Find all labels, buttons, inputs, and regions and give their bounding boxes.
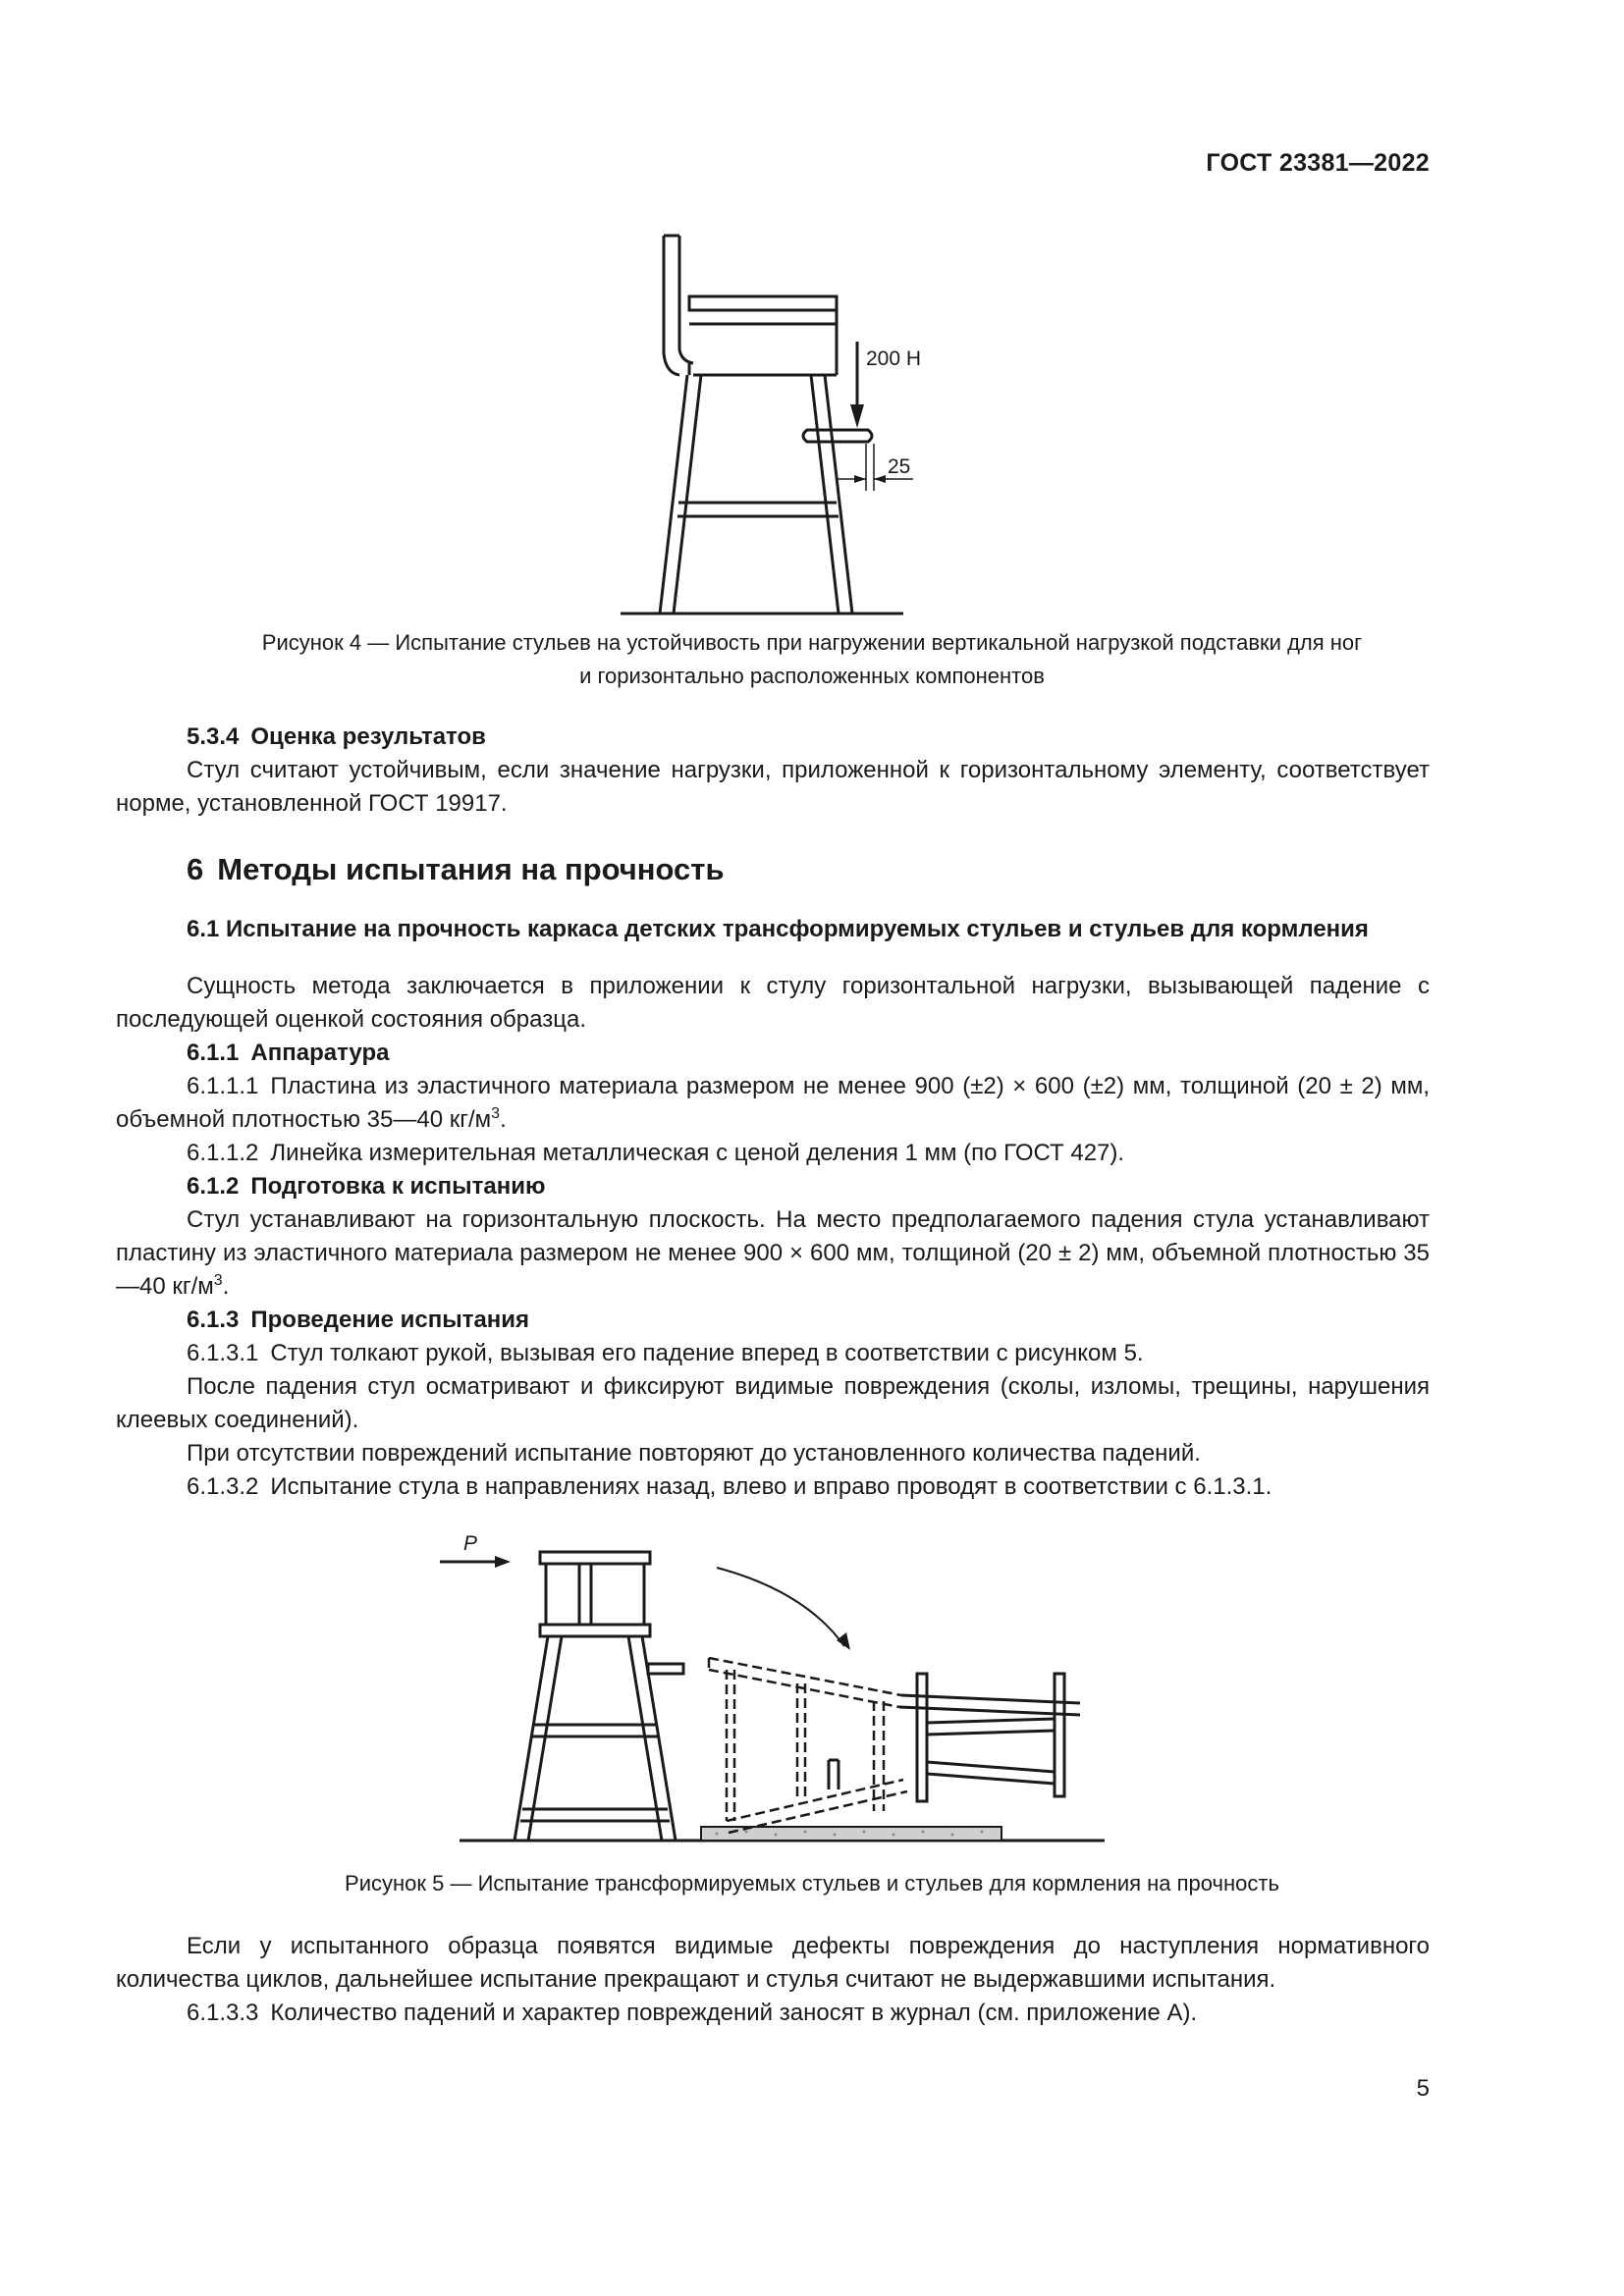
section-6-1-heading: 6.1 Испытание на прочность каркаса детских трансформируемых стульев и стульев для кормления xyxy=(187,916,1369,942)
figure-5-caption: Рисунок 5 — Испытание трансформируемых стульев и стульев для кормления на прочность xyxy=(345,1871,1279,1896)
figure-4-caption-line-1: Рисунок 4 — Испытание стульев на устойчивость при нагружении вертикальной нагрузкой подставки для ног xyxy=(261,630,1363,655)
section-title: Методы испытания на прочность xyxy=(217,852,725,886)
section-number: 6 xyxy=(187,852,204,886)
item-text: Стул толкают рукой, вызывая его падение вперед в соответствии с рисунком 5. xyxy=(270,1340,1144,1366)
item-6-1-1-2 xyxy=(116,1137,1430,1170)
section-6-1-2-text xyxy=(116,1203,1430,1304)
section-5-3-4-heading xyxy=(116,721,1430,754)
defects-paragraph: Если у испытанного образца появятся видимые дефекты повреждения до наступления нормативного количества циклов, дальнейшее испытание прекращают и стулья считают не выдержавшими испытания. xyxy=(116,1933,1430,1993)
section-title: Проведение испытания xyxy=(250,1307,530,1333)
item-text: Испытание стула в направлениях назад, влево и вправо проводят в соответствии с 6.1.3.1. xyxy=(270,1473,1272,1500)
section-6-1-1-heading xyxy=(116,1037,1430,1070)
section-number: 5.3.4 xyxy=(187,723,240,750)
item-text: Количество падений и характер повреждений заносят в журнал (см. приложение А). xyxy=(270,2000,1198,2026)
figure-5-drawing xyxy=(432,1526,1119,1850)
section-title: Подготовка к испытанию xyxy=(250,1173,546,1200)
paragraph-text: Стул устанавливают на горизонтальную плоскость. На место предполагаемого падения стула устанавливают пластину из эластичного материала размером не менее 900 × 600 мм, толщиной (20 ± 2) мм, объемной плотностью 35—40 кг/м xyxy=(116,1206,1430,1300)
section-5-3-4 xyxy=(116,721,1430,821)
item-end: . xyxy=(500,1106,507,1133)
item-6-1-1-1 xyxy=(116,1070,1430,1137)
superscript: 3 xyxy=(491,1105,501,1122)
item-number: 6.1.1.1 xyxy=(187,1073,259,1099)
superscript: 3 xyxy=(213,1272,223,1289)
section-6-1-2-heading xyxy=(116,1170,1430,1203)
item-number: 6.1.3.2 xyxy=(187,1473,259,1500)
section-after-figure-5 xyxy=(116,1930,1430,2030)
figure-4-caption xyxy=(116,626,1508,693)
figure-4-caption-line-2: и горизонтально расположенных компонентов xyxy=(579,664,1045,688)
figure-4-drawing xyxy=(609,226,933,618)
section-6-1-3-paragraph-2: После падения стул осматривают и фиксируют видимые повреждения (сколы, изломы, трещины, нарушения клеевых соединений). xyxy=(116,1373,1430,1433)
item-number: 6.1.3.1 xyxy=(187,1340,259,1366)
figure-4-force-label: 200 Н xyxy=(866,347,922,370)
item-text: Пластина из эластичного материала размером не менее 900 (±2) × 600 (±2) мм, толщиной (20 ± 2) мм, объемной плотностью 35—40 кг/м xyxy=(116,1073,1430,1133)
section-number: 6.1.3 xyxy=(187,1307,240,1333)
document-header: ГОСТ 23381—2022 xyxy=(1206,149,1430,177)
item-number: 6.1.1.2 xyxy=(187,1140,259,1166)
section-6-1-intro: Сущность метода заключается в приложении к стулу горизонтальной нагрузки, вызывающей падение с последующей оценкой состояния образца. xyxy=(116,973,1430,1033)
item-6-1-3-3 xyxy=(116,1997,1430,2030)
section-6-1 xyxy=(116,913,1430,1504)
item-6-1-3-1 xyxy=(116,1337,1430,1370)
section-6-1-3-paragraph-3: При отсутствии повреждений испытание повторяют до установленного количества падений. xyxy=(187,1440,1201,1467)
section-6-heading xyxy=(187,852,725,887)
figure-4-dim-label: 25 xyxy=(888,455,911,478)
section-number: 6.1.1 xyxy=(187,1040,240,1066)
figure-5-force-label: P xyxy=(463,1532,478,1555)
section-6-1-3-heading xyxy=(116,1304,1430,1337)
section-number: 6.1.2 xyxy=(187,1173,240,1200)
paragraph-end: . xyxy=(222,1273,230,1300)
item-number: 6.1.3.3 xyxy=(187,2000,259,2026)
item-text: Линейка измерительная металлическая с ценой деления 1 мм (по ГОСТ 427). xyxy=(270,1140,1125,1166)
item-6-1-3-2 xyxy=(116,1470,1430,1504)
section-title: Оценка результатов xyxy=(250,723,486,750)
section-5-3-4-text: Стул считают устойчивым, если значение нагрузки, приложенной к горизонтальному элементу, соответствует норме, установленной ГОСТ 19917. xyxy=(116,757,1430,817)
section-title: Аппаратура xyxy=(250,1040,390,1066)
page-number: 5 xyxy=(1416,2075,1430,2102)
